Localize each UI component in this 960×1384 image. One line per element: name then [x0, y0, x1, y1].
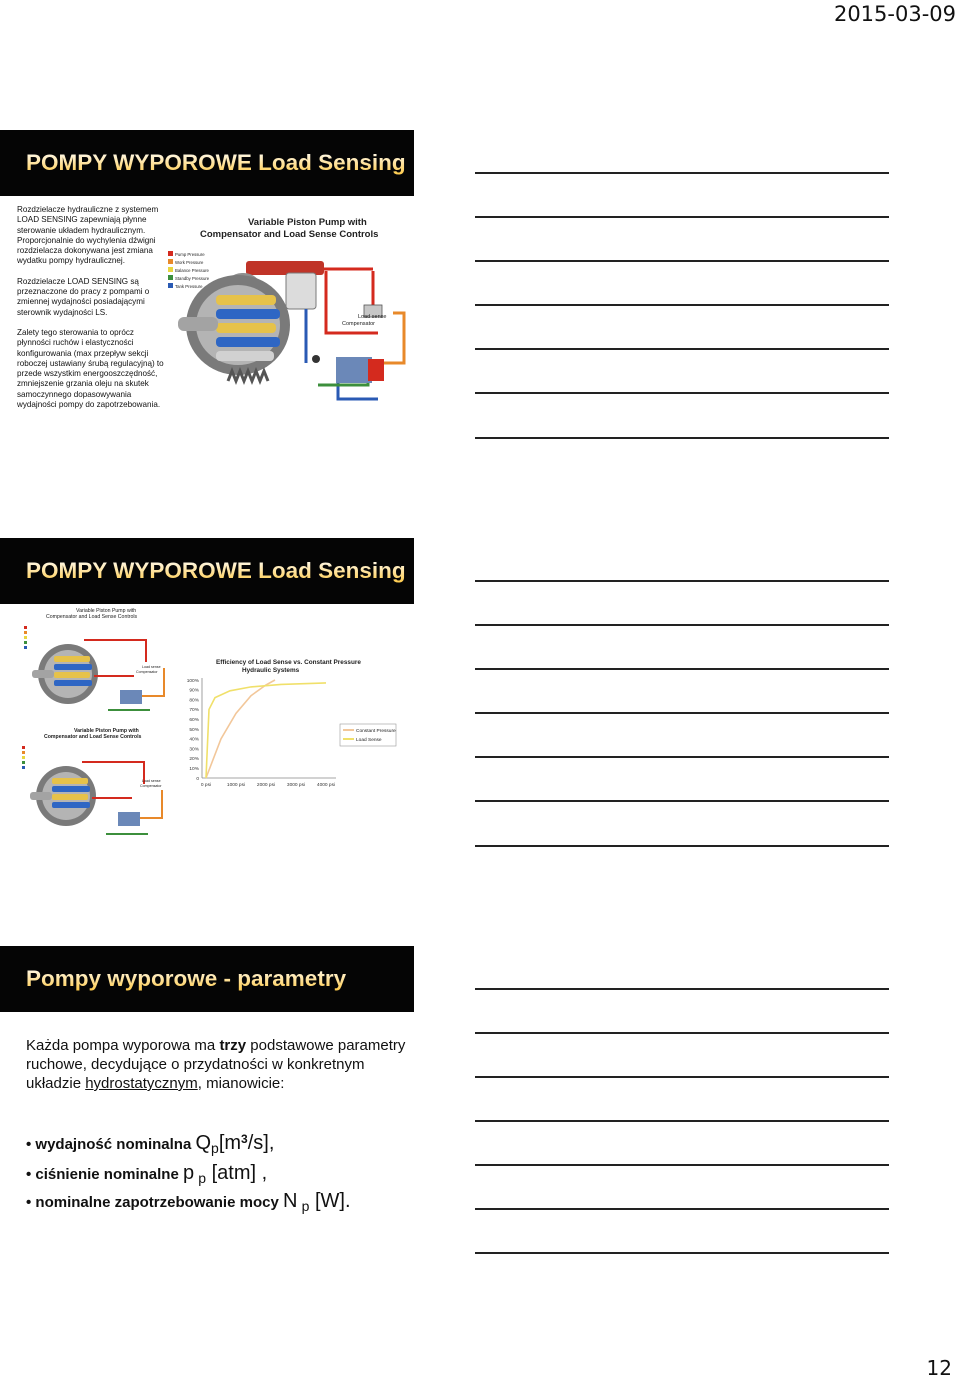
compensator-label-1: Load sense [358, 314, 387, 320]
x-tick-label: 2000 psi [256, 783, 276, 788]
y-tick-label: 80% [189, 698, 199, 704]
pump-diagram-top-title-2: Compensator and Load Sense Controls [46, 614, 138, 620]
x-tick-label: 0 psi [200, 783, 212, 788]
slide-1-title: POMPY WYPOROWE Load Sensing [26, 150, 406, 175]
legend-label-load-sense: Load Sense [356, 738, 382, 743]
page-number: 12 [926, 1356, 952, 1380]
y-tick-label: 10% [189, 767, 199, 772]
legend-label-pump: Pump Pressure [175, 252, 205, 257]
y-tick-label: 100% [186, 678, 199, 684]
pump-diagram-top-title-1: Variable Piston Pump with [76, 608, 137, 614]
pump-diagram-bottom-label-2: Compensator [140, 784, 162, 788]
pump-diagram-top [24, 606, 174, 718]
mini-legend-bottom [22, 746, 25, 769]
hydrostatic-link[interactable]: hydrostatycznym [85, 1075, 198, 1092]
slide-3-title: Pompy wyporowe - parametry [26, 966, 347, 991]
chart-title-2: Hydraulic Systems [242, 667, 300, 674]
pump-legend [168, 251, 210, 289]
bullet-power: • nominalne zapotrzebowanie mocy N $_p$ [W]. [26, 1190, 351, 1214]
pump-diagram-bottom-title-2: Compensator and Load Sense Controls [44, 734, 142, 740]
legend-swatch-standby [168, 275, 173, 280]
pump-diagram-bottom-label-1: Load sense [142, 779, 161, 783]
pump-diagram-title-1: Variable Piston Pump with [248, 217, 367, 228]
mini-legend-top [24, 626, 27, 649]
pump-diagram-top-label-1: Load sense [142, 665, 161, 669]
y-tick-label: 40% [189, 737, 199, 743]
legend-swatch-pump [168, 251, 173, 256]
pump-diagram-bottom-title-1: Variable Piston Pump with [74, 728, 139, 734]
legend-swatch-work [168, 259, 173, 264]
y-tick-label: 0 [196, 776, 199, 782]
legend-label-standby: Standby Pressure [175, 276, 210, 281]
y-tick-label: 50% [189, 727, 199, 733]
chart-title-1: Efficiency of Load Sense vs. Constant Pressure [216, 659, 361, 666]
pump-diagram [168, 213, 414, 403]
slide-2-title-bar [0, 536, 414, 604]
slide-1-paragraph-2: Rozdzielacze LOAD SENSING są przeznaczone do pracy z pompami o zmiennej wydajności posiadającymi sterownik wydajności LS. [17, 276, 150, 317]
y-tick-label: 30% [189, 747, 199, 753]
pump-diagram-bottom [22, 726, 172, 842]
legend-label-balance: Balance Pressure [175, 268, 209, 273]
bullet-flow: • wydajność nominalna $Q_p[m^3/s]$, [26, 1132, 275, 1156]
legend-label-constant-pressure: Constant Pressure [356, 729, 396, 734]
efficiency-chart [176, 654, 412, 794]
bullet-pressure: • ciśnienie nominalne p $_p$ [atm] , [26, 1162, 268, 1186]
y-tick-label: 90% [189, 688, 199, 694]
slide-2 [0, 536, 414, 846]
compensator-label-2: Compensator [342, 321, 376, 327]
slide-3-body: Każda pompa wyporowa ma trzy podstawowe parametry ruchowe, decydujące o przydatności w konkretnym układzie hydrostatycznym, mianowicie: [26, 1037, 406, 1092]
x-tick-label: 3000 psi [286, 783, 306, 788]
pump-diagram-top-label-2: Compensator [136, 670, 158, 674]
x-tick-label: 4000 psi [316, 783, 336, 788]
y-tick-label: 20% [189, 757, 199, 763]
slide-1-title-bar [0, 128, 414, 196]
slide-3 [0, 944, 414, 1224]
print-date: 2015-03-09 [833, 2, 956, 26]
slide-2-title: POMPY WYPOROWE Load Sensing [26, 558, 406, 583]
slide-1-text [17, 205, 165, 420]
slide-1-paragraph-3: Zalety tego sterowania to oprócz płynności ruchów i elastyczności konfigurowania (max przepływ sekcji roboczej ustawiany śrubą regulacyjną) to przede wszystkim energooszczędność, zmniejszenie grzania oleju na skutek samoczynnego dopasowywania wydajności pompy do zapotrzebowania. [17, 327, 164, 410]
legend-label-work: Work Pressure [175, 260, 204, 265]
legend-swatch-tank [168, 283, 173, 288]
y-tick-label: 60% [189, 718, 199, 723]
legend-label-tank: Tank Pressure [175, 284, 203, 289]
pump-diagram-title-2: Compensator and Load Sense Controls [200, 229, 379, 240]
slide-1-paragraph-1: Rozdzielacze hydrauliczne z systemem LOAD SENSING zapewniają płynne sterowanie układem hydraulicznym. Proporcjonalnie do wychylenia dźwigni rozdzielacza dokonywana jest zmiana wydatku pompy hydraulicznej. [17, 205, 159, 266]
slide-3-title-bar [0, 944, 414, 1012]
y-tick-label: 70% [189, 708, 199, 714]
slide-1 [0, 128, 414, 410]
legend-swatch-balance [168, 267, 173, 272]
x-tick-label: 1000 psi [226, 783, 246, 788]
series-line-load-sense [206, 683, 326, 778]
series-line-constant-pressure [206, 680, 275, 778]
